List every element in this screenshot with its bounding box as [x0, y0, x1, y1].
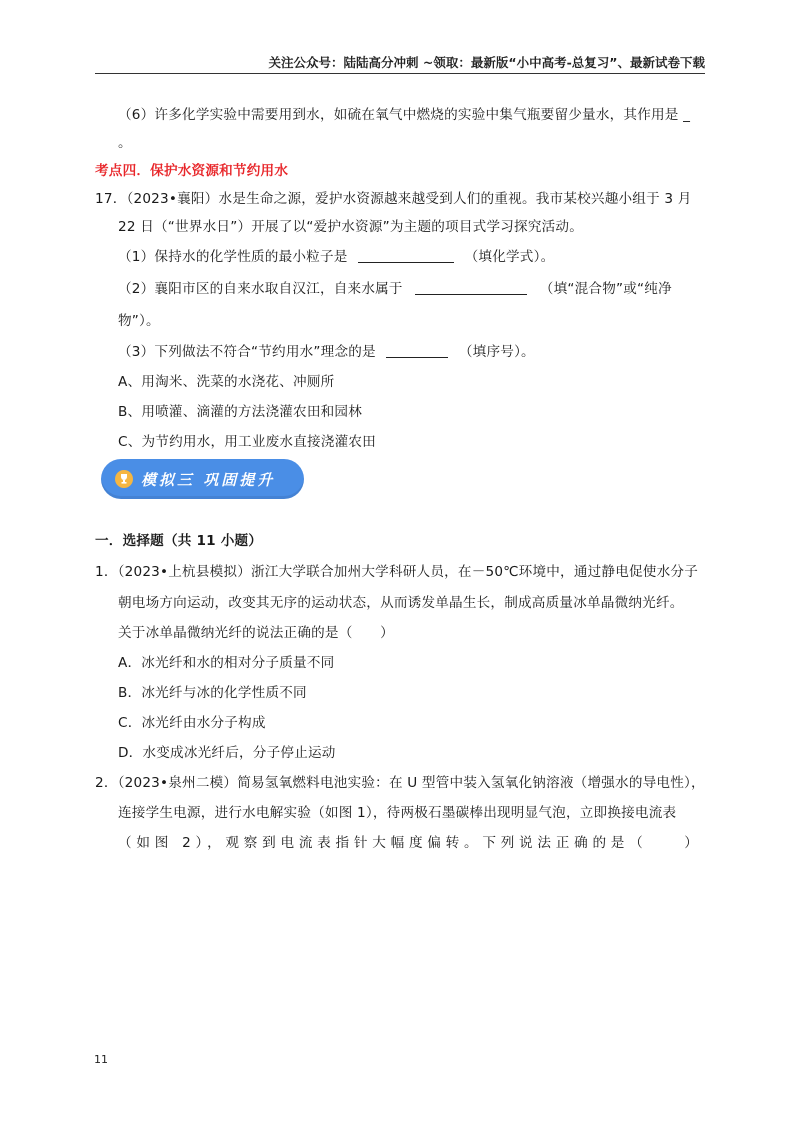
section-banner	[101, 459, 304, 499]
q1-line2: 朝电场方向运动，改变其无序的运动状态，从而诱发单晶生长，制成高质量冰单晶微纳光纤。	[118, 595, 684, 611]
q1-option-d: D．水变成冰光纤后，分子停止运动	[118, 745, 336, 761]
q1-option-b: B．冰光纤与冰的化学性质不同	[118, 685, 307, 701]
q17-sub2-hint: （填“混合物”或“纯净	[539, 281, 672, 297]
header-divider	[95, 73, 705, 74]
q6-line1: （6）许多化学实验中需要用到水，如硫在氧气中燃烧的实验中集气瓶要留少量水，其作用是 _	[118, 107, 691, 123]
q2-line3: （如图 2），观察到电流表指针大幅度偏转。下列说法正确的是（ ）	[118, 835, 698, 851]
q17-option-b: B、用喷灌、滴灌的方法浇灌农田和园林	[118, 404, 363, 420]
q1-line3: 关于冰单晶微纳光纤的说法正确的是（ ）	[118, 625, 394, 641]
part1-title: 一．选择题（共 11 小题）	[95, 533, 263, 549]
q2-line2: 连接学生电源，进行水电解实验（如图 1），待两极石墨碳棒出现明显气泡，立即换接电流表	[118, 805, 677, 821]
q17-sub3	[118, 341, 535, 363]
q17-sub2-text: （2）襄阳市区的自来水取自汉江，自来水属于	[118, 281, 403, 297]
q17-line2: 22 日（“世界水日”）开展了以“爱护水资源”为主题的项目式学习探究活动。	[118, 219, 583, 235]
q2-line1: 2．（2023•泉州二模）简易氢氧燃料电池实验：在 U 型管中装入氢氧化钠溶液（增强水的导电性），	[95, 775, 705, 791]
q17-option-a: A、用淘米、洗菜的水浇花、冲厕所	[118, 374, 335, 390]
q17-sub2	[118, 278, 672, 300]
q17-sub1	[118, 246, 554, 268]
q17-line1: 17．（2023•襄阳）水是生命之源，爱护水资源越来越受到人们的重视。我市某校兴趣小组于 3 月	[95, 191, 692, 207]
page-number: 11	[94, 1053, 108, 1066]
q1-option-c: C．冰光纤由水分子构成	[118, 715, 266, 731]
q17-sub2-blank[interactable]	[415, 280, 527, 295]
q1-line1: 1．（2023•上杭县模拟）浙江大学联合加州大学科研人员，在－50℃环境中，通过静电促使水分子	[95, 564, 698, 580]
q17-option-c: C、为节约用水，用工业废水直接浇灌农田	[118, 434, 376, 450]
q17-sub3-hint: （填序号）。	[458, 344, 535, 360]
banner-label: 模拟三 巩固提升	[141, 470, 276, 489]
q17-sub3-text: （3）下列做法不符合“节约用水”理念的是	[118, 344, 376, 360]
page-header: 关注公众号：陆陆高分冲刺 ~领取：最新版“小中高考-总复习”、最新试卷下载	[268, 55, 705, 70]
trophy-icon	[115, 470, 133, 488]
kaodian4-title: 考点四．保护水资源和节约用水	[95, 163, 289, 179]
q6-line2: 。	[118, 135, 132, 151]
q17-sub2-line2: 物”）。	[118, 313, 160, 329]
q1-option-a: A．冰光纤和水的相对分子质量不同	[118, 655, 335, 671]
q17-sub1-hint: （填化学式）。	[464, 249, 555, 265]
q17-sub1-blank[interactable]	[358, 248, 454, 263]
q17-sub3-blank[interactable]	[386, 343, 448, 358]
q17-sub1-text: （1）保持水的化学性质的最小粒子是	[118, 249, 348, 265]
